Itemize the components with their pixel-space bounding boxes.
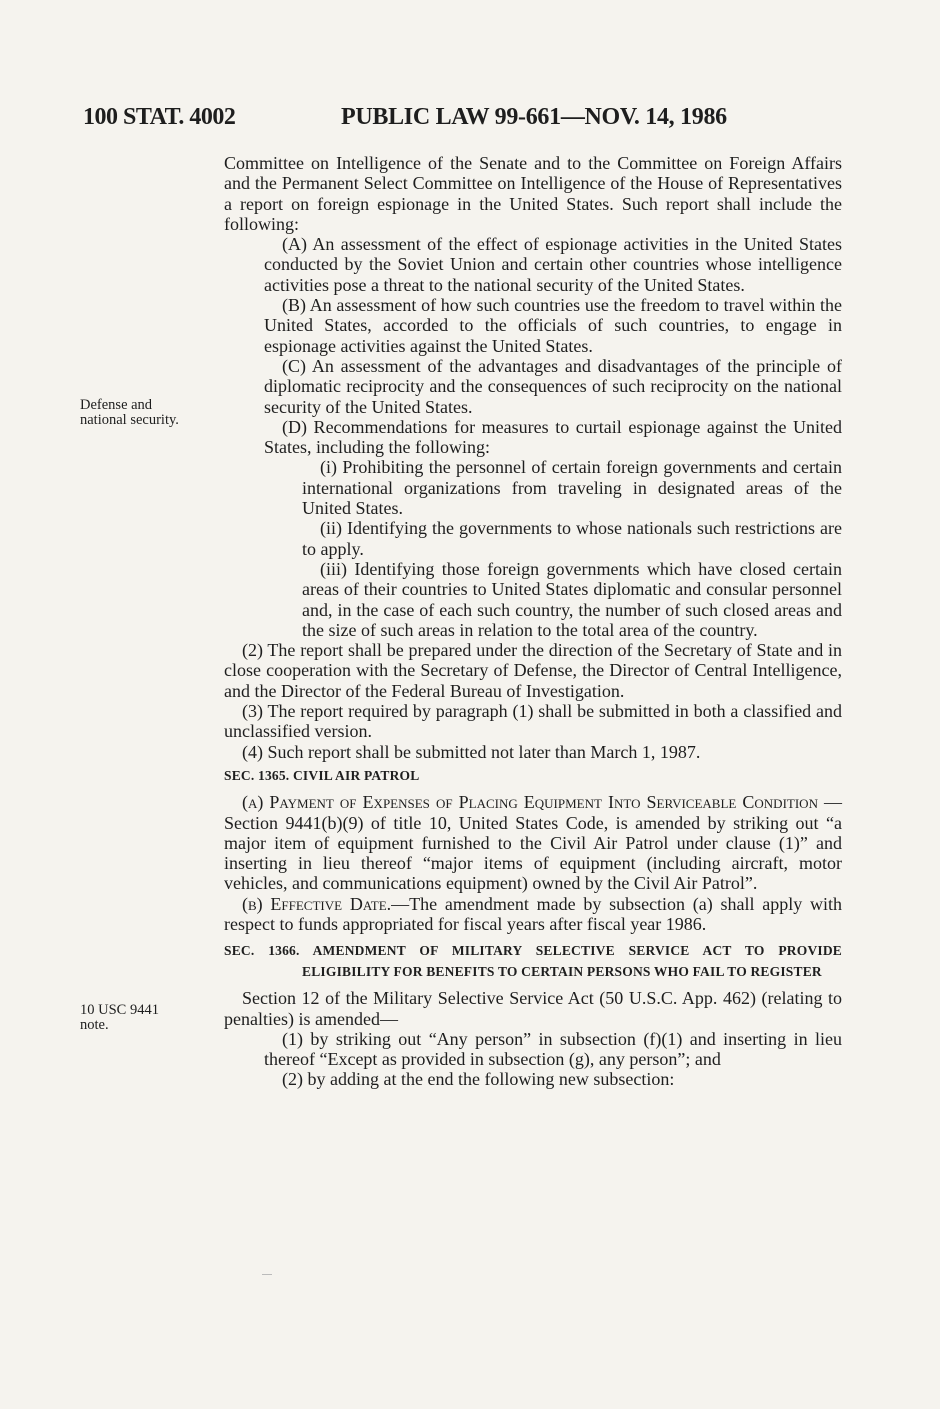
paragraph-3: (3) The report required by paragraph (1) shall be submitted in both a classified and unclassified version. [224,701,842,742]
clause-a: (A) An assessment of the effect of espionage activities in the United States conducted by the Soviet Union and certain other countries whose intelligence activities pose a threat to the national security of the United States. [264,234,842,295]
page-header [83,104,853,140]
subsection-a-heading: (a) Payment of Expenses of Placing Equipment Into Serviceable Condition [242,792,818,813]
section-1365-subsection-a [224,792,842,893]
section-1366-intro: Section 12 of the Military Selective Service Act (50 U.S.C. App. 462) (relating to penalties) is amended— [224,988,842,1029]
section-1366-item-1: (1) by striking out “Any person” in subsection (f)(1) and inserting in lieu thereof “Except as provided in subsection (g), any person”; and [264,1028,842,1070]
subsection-b-heading: (b) Effective Date. [242,893,392,914]
subsection-b-text: —The amendment made by subsection (a) shall apply with respect to funds appropriated for fiscal years after fiscal year 1986. [224,893,843,934]
statute-page-number: 100 STAT. 4002 [83,104,236,130]
paragraph-4: (4) Such report shall be submitted not later than March 1, 1987. [242,741,701,762]
clause-d-i: (i) Prohibiting the personnel of certain foreign governments and certain international organizations from traveling in designated areas of the United States. [302,457,842,519]
clause-c: (C) An assessment of the advantages and disadvantages of the principle of diplomatic reciprocity and the consequences of such reciprocity on the national security of the United States. [264,355,842,417]
clause-d-iii: (iii) Identifying those foreign governments which have closed certain areas of their countries to United States diplomatic and consular personnel and, in the case of each such country, the number of such closed areas and the size of such areas in relation to the total area of the country. [302,558,842,640]
section-1365-subsection-b [224,894,842,935]
print-mark [262,1274,272,1275]
section-1366-item-2: (2) by adding at the end the following new subsection: [282,1069,675,1090]
paragraph-2: (2) The report shall be prepared under the direction of the Secretary of State and in close cooperation with the Secretary of Defense, the Director of Central Intelligence, and the Director of the Federal Bureau of Investigation. [224,640,842,701]
margin-note-usc: 10 USC 9441 note. [80,1002,159,1033]
clause-d-ii: (ii) Identifying the governments to whose nationals such restrictions are to apply. [302,518,842,559]
public-law-title: PUBLIC LAW 99-661—NOV. 14, 1986 [341,104,727,130]
clause-d: (D) Recommendations for measures to curtail espionage against the United States, including the following: [264,416,842,458]
section-1365-heading: SEC. 1365. CIVIL AIR PATROL [224,767,420,783]
clause-b: (B) An assessment of how such countries use the freedom to travel within the United States, accorded to the officials of such countries, to engage in espionage activities against the United States. [264,295,842,356]
intro-paragraph: Committee on Intelligence of the Senate and to the Committee on Foreign Affairs and the Permanent Select Committee on Intelligence of the House of Representatives a report on foreign espionage in the United States. Such report shall include the following: [224,153,842,234]
main-text [224,153,842,1090]
section-1366-heading: SEC. 1366. AMENDMENT OF MILITARY SELECTIVE SERVICE ACT TO PROVIDE ELIGIBILITY FOR BENEFITS TO CERTAIN PERSONS WHO FAIL TO REGISTER [224,943,842,980]
margin-note-defense: Defense and national security. [80,397,179,428]
subsection-a-text: —Section 9441(b)(9) of title 10, United States Code, is amended by striking out “a major item of equipment furnished to the Civil Air Patrol under clause (1)” and inserting in lieu thereof “major items of equipment (including aircraft, motor vehicles, and communications equipment) owned by the Civil Air Patrol”. [224,792,842,894]
